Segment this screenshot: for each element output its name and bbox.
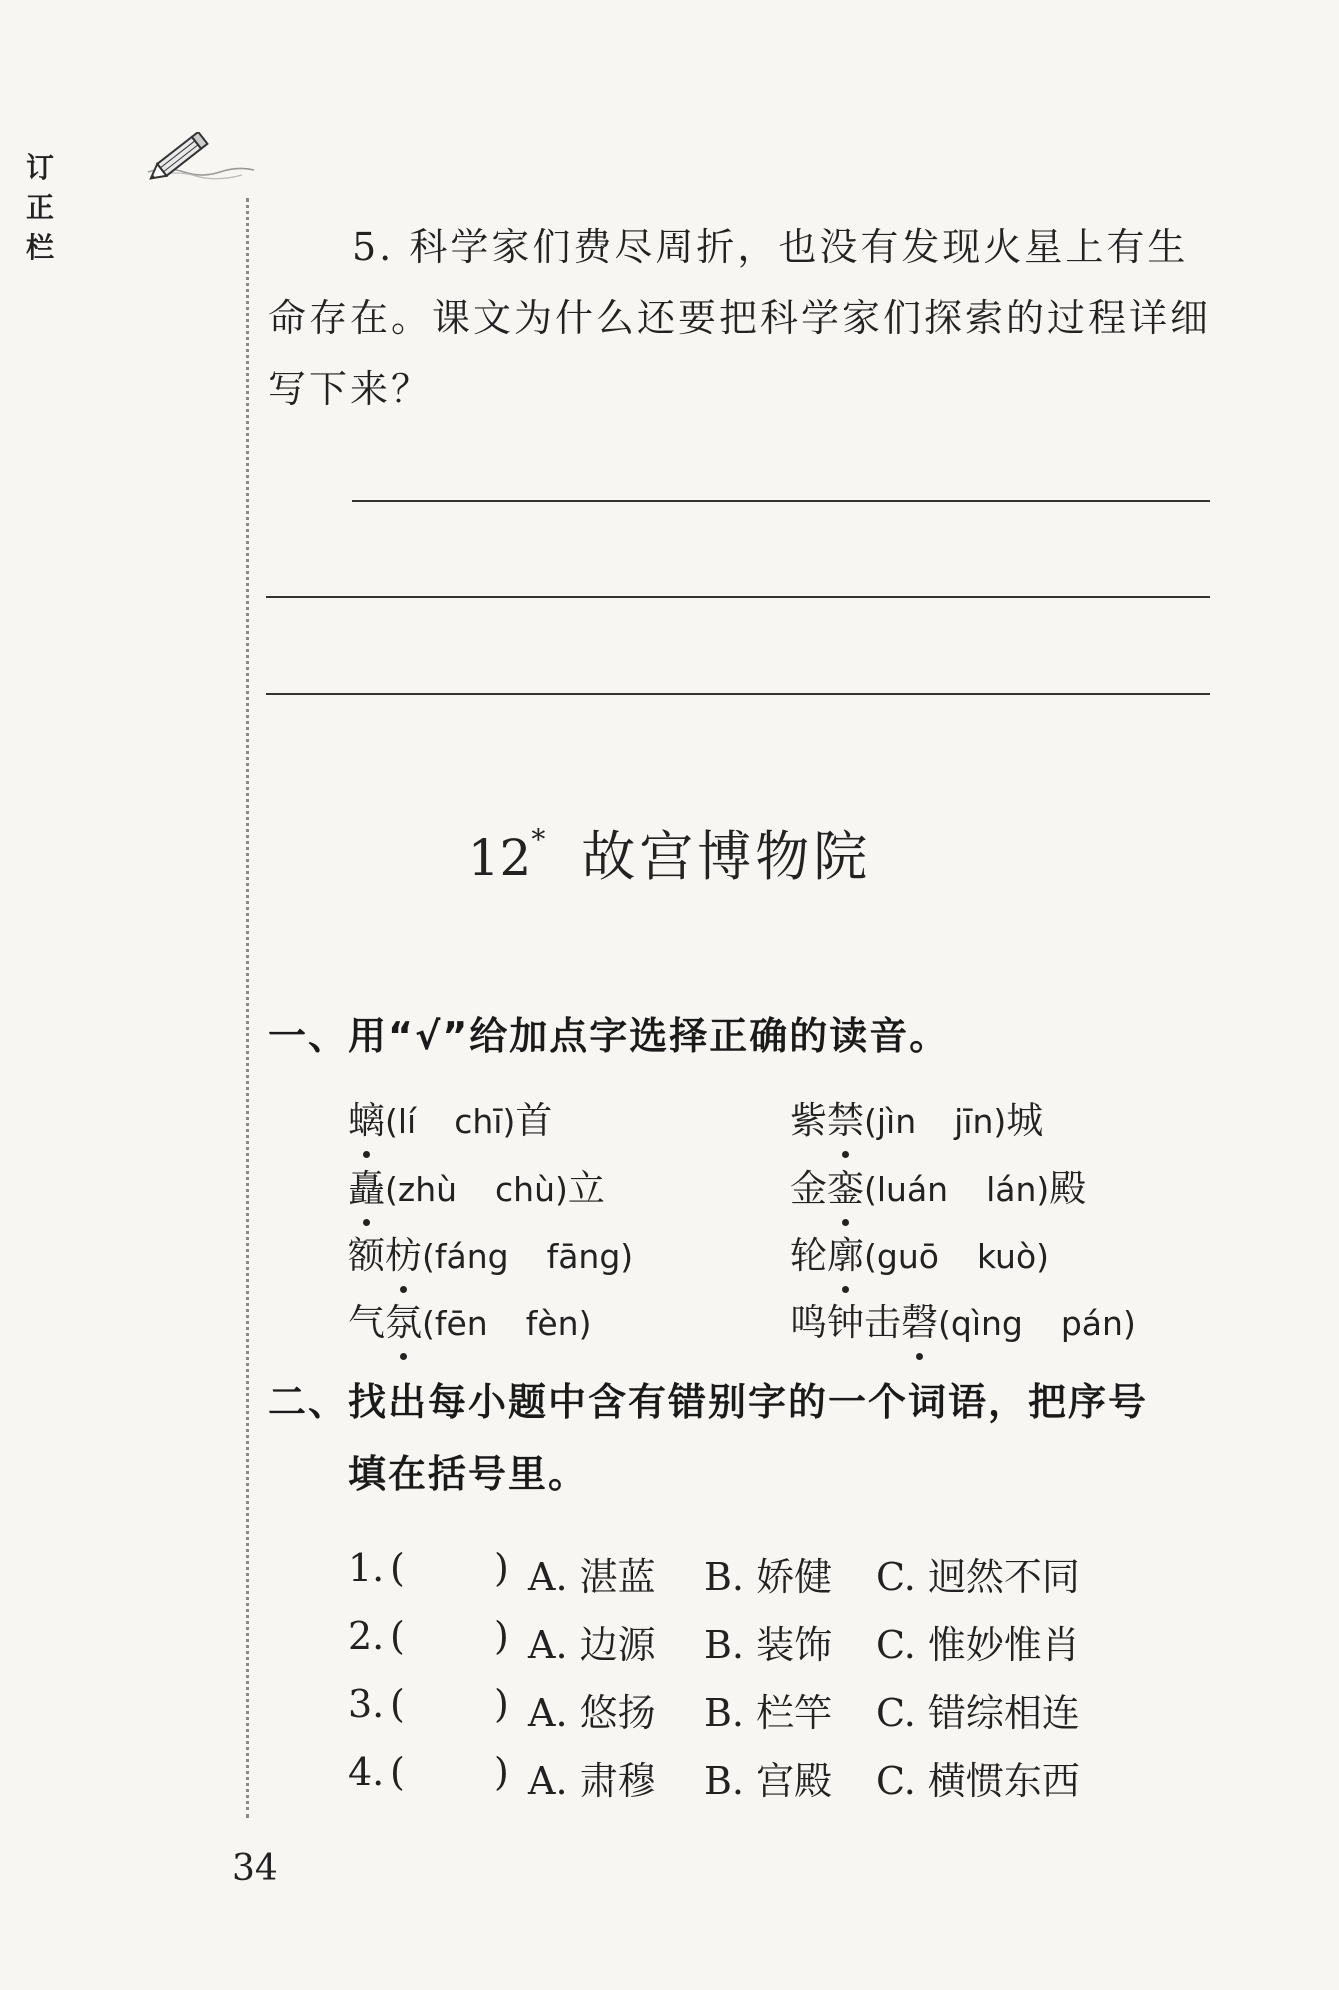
section-2-heading-line-2: 填在括号里。 — [348, 1452, 589, 1496]
close-paren: ) — [993, 1102, 1007, 1141]
section-1-heading — [268, 1000, 949, 1072]
question-number: 2. — [348, 1614, 385, 1658]
correction-column-label: 订正栏 — [26, 151, 57, 264]
close-paren: ) — [555, 1170, 568, 1209]
lesson-mark: * — [531, 823, 546, 856]
close-paren: ) — [1122, 1304, 1136, 1343]
lesson-title — [0, 814, 1339, 891]
pinyin-option-1[interactable]: fēn — [434, 1304, 488, 1343]
option-b: B. 娇健 — [704, 1555, 833, 1599]
dotted-character — [827, 1090, 864, 1144]
pinyin-option-2[interactable]: jīn — [954, 1102, 994, 1141]
option-b: B. 宫殿 — [704, 1759, 833, 1803]
pinyin-item — [790, 1292, 1136, 1346]
open-paren: ( — [938, 1304, 951, 1343]
word-suffix: 首 — [515, 1099, 553, 1142]
correction-column-divider — [246, 198, 249, 1818]
close-paren: ) — [1036, 1170, 1050, 1209]
emphasis-dot — [842, 1151, 849, 1158]
close-paren: ) — [620, 1237, 634, 1276]
pinyin-item — [790, 1158, 1086, 1212]
dotted-character-text: 螭 — [348, 1099, 385, 1142]
pinyin-item — [790, 1225, 1049, 1279]
dotted-character — [827, 1158, 864, 1212]
option-a: A. 肃穆 — [528, 1759, 656, 1803]
option-c: C. 错综相连 — [876, 1691, 1080, 1735]
dotted-character-text: 銮 — [827, 1167, 864, 1210]
emphasis-dot — [363, 1151, 370, 1158]
dotted-character — [348, 1090, 385, 1144]
word-suffix: 立 — [567, 1167, 605, 1210]
option-a: A. 湛蓝 — [528, 1555, 656, 1599]
dotted-character — [348, 1158, 385, 1212]
pencil-icon — [146, 132, 256, 182]
option-c: C. 迥然不同 — [876, 1555, 1080, 1599]
pinyin-option-1[interactable]: lí — [397, 1102, 417, 1141]
pinyin-option-1[interactable]: luán — [876, 1170, 949, 1209]
word-suffix: 城 — [1006, 1099, 1044, 1142]
section-2-heading-line-1: 二、找出每小题中含有错别字的一个词语，把序号 — [268, 1380, 1149, 1424]
dotted-character-text: 磬 — [901, 1301, 938, 1344]
word-prefix: 紫 — [790, 1099, 827, 1142]
open-paren: ( — [422, 1237, 435, 1276]
word-suffix: 殿 — [1049, 1167, 1087, 1210]
open-paren: ( — [864, 1102, 877, 1141]
emphasis-dot — [916, 1353, 923, 1360]
pinyin-option-1[interactable]: jìn — [876, 1102, 917, 1141]
answer-bracket-close[interactable]: ) — [494, 1682, 509, 1726]
pinyin-option-2[interactable]: fèn — [525, 1304, 579, 1343]
section-1-heading-text: 一、用“√”给加点字选择正确的读音。 — [268, 1014, 950, 1058]
word-prefix: 额 — [348, 1234, 385, 1277]
close-paren: ) — [502, 1102, 516, 1141]
option-c: C. 横惯东西 — [876, 1759, 1080, 1803]
question-5-text: 5. 科学家们费尽周折，也没有发现火星上有生命存在。课文为什么还要把科学家们探索的过程详细写下来？ — [268, 225, 1212, 411]
close-paren: ) — [1036, 1237, 1050, 1276]
pinyin-option-2[interactable]: chù — [495, 1170, 556, 1209]
open-paren: ( — [422, 1304, 435, 1343]
pinyin-option-2[interactable]: lán — [986, 1170, 1037, 1209]
answer-bracket-close[interactable]: ) — [494, 1614, 509, 1658]
emphasis-dot — [400, 1353, 407, 1360]
answer-line[interactable] — [266, 693, 1210, 695]
pinyin-option-2[interactable]: fāng — [546, 1237, 621, 1276]
pinyin-option-1[interactable]: zhù — [397, 1170, 458, 1209]
option-c: C. 惟妙惟肖 — [876, 1623, 1080, 1667]
answer-line[interactable] — [266, 596, 1210, 598]
answer-bracket-open[interactable]: ( — [390, 1750, 405, 1794]
pinyin-option-1[interactable]: fáng — [434, 1237, 509, 1276]
lesson-number: 12 — [467, 829, 532, 887]
option-b: B. 装饰 — [704, 1623, 833, 1667]
question-number: 4. — [348, 1750, 385, 1794]
open-paren: ( — [864, 1170, 877, 1209]
pinyin-item — [348, 1292, 591, 1346]
open-paren: ( — [385, 1102, 398, 1141]
word-prefix: 轮 — [790, 1234, 827, 1277]
pinyin-option-1[interactable]: guō — [876, 1237, 939, 1276]
pinyin-item — [348, 1225, 633, 1279]
pinyin-option-2[interactable]: chī — [454, 1102, 503, 1141]
close-paren: ) — [578, 1304, 592, 1343]
word-prefix: 鸣钟击 — [790, 1301, 901, 1344]
option-a: A. 边源 — [528, 1623, 656, 1667]
answer-bracket-open[interactable]: ( — [390, 1682, 405, 1726]
dotted-character — [901, 1292, 938, 1346]
dotted-character-text: 枋 — [385, 1234, 422, 1277]
answer-bracket-open[interactable]: ( — [390, 1614, 405, 1658]
option-a: A. 悠扬 — [528, 1691, 656, 1735]
dotted-character-text: 廓 — [827, 1234, 864, 1277]
lesson-name: 故宫博物院 — [581, 825, 872, 888]
question-number: 3. — [348, 1682, 385, 1726]
section-2-heading — [268, 1366, 1148, 1510]
dotted-character — [385, 1225, 422, 1279]
word-prefix: 气 — [348, 1301, 385, 1344]
page-number: 34 — [232, 1848, 278, 1889]
word-prefix: 金 — [790, 1167, 827, 1210]
answer-bracket-close[interactable]: ) — [494, 1750, 509, 1794]
answer-bracket-close[interactable]: ) — [494, 1546, 509, 1590]
open-paren: ( — [385, 1170, 398, 1209]
pinyin-option-2[interactable]: pán — [1060, 1304, 1123, 1343]
pinyin-option-2[interactable]: kuò — [976, 1237, 1037, 1276]
dotted-character — [385, 1292, 422, 1346]
question-number: 1. — [348, 1546, 385, 1590]
dotted-character-text: 禁 — [827, 1099, 864, 1142]
pinyin-item — [348, 1158, 605, 1212]
option-b: B. 栏竿 — [704, 1691, 833, 1735]
answer-line[interactable] — [352, 500, 1210, 502]
open-paren: ( — [864, 1237, 877, 1276]
dotted-character-text: 氛 — [385, 1301, 422, 1344]
dotted-character — [827, 1225, 864, 1279]
answer-bracket-open[interactable]: ( — [390, 1546, 405, 1590]
pinyin-option-1[interactable]: qìng — [950, 1304, 1023, 1343]
dotted-character-text: 矗 — [348, 1167, 385, 1210]
pinyin-item — [790, 1090, 1043, 1144]
pinyin-item — [348, 1090, 552, 1144]
